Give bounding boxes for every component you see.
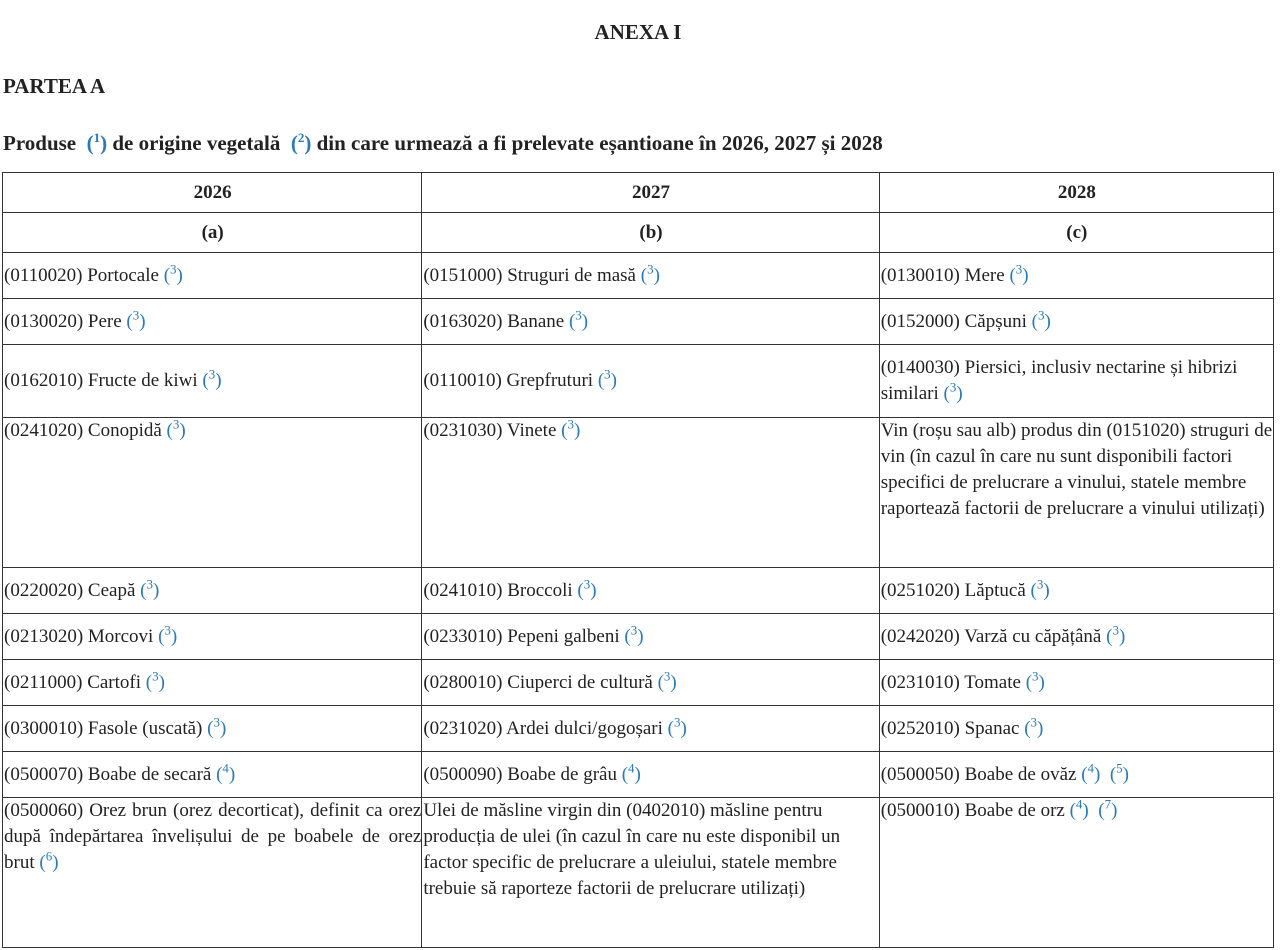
cell-text: (0231010) Tomate (880, 671, 1021, 693)
table-row (3, 253, 1274, 299)
footnote-link[interactable]: ($^3$) (1009, 261, 1029, 286)
table-cell (3, 253, 422, 299)
cell-text: (0163020) Banane (423, 310, 565, 332)
table-row (3, 614, 1274, 660)
table-cell (422, 660, 879, 706)
table-cell (879, 299, 1273, 345)
products-heading-part1: Produse (3, 131, 77, 155)
table-cell (422, 345, 879, 418)
table-row (3, 568, 1274, 614)
footnote-link[interactable]: ($^3$) (568, 307, 589, 332)
footnote-link[interactable]: ($^3$) (561, 416, 581, 441)
cell-text: Vin (roșu sau alb) produs din (0151020) struguri de vin (în cazul în care nu sunt disponibili factori specifici de prelucrare a vinului, statele membre raportează factorii de prelucrare a vinului utilizați) (880, 420, 1273, 519)
table-cell (3, 614, 422, 660)
footnote-link[interactable]: ($^3$) (126, 307, 146, 332)
footnote-link[interactable]: ($^3$) (166, 416, 186, 441)
table-row (3, 798, 1274, 948)
cell-text: (0241020) Conopidă (4, 420, 162, 441)
table-cell (422, 752, 879, 798)
footnote-link[interactable]: ($^3$) (1031, 307, 1051, 332)
table-cell (879, 752, 1273, 798)
table-cell (879, 660, 1273, 706)
table-cell (879, 614, 1273, 660)
cell-text: (0130020) Pere (4, 310, 122, 332)
column-header: 2027 (422, 173, 879, 213)
column-subheader: (b) (422, 213, 879, 253)
cell-text: (0251020) Lăptucă (880, 579, 1026, 601)
table-cell (422, 798, 879, 948)
table-row (3, 706, 1274, 752)
table-cell (3, 299, 422, 345)
footnote-link[interactable]: ($^2$) (290, 130, 312, 155)
footnote-link[interactable]: ($^3$) (657, 668, 677, 693)
products-heading-part3: din care urmează a fi prelevate eșantioane în 2026, 2027 și 2028 (316, 131, 883, 155)
cell-text: (0152000) Căpșuni (880, 310, 1027, 332)
table-row (3, 299, 1274, 345)
part-title: PARTEA A (3, 74, 106, 98)
footnote-link[interactable]: ($^3$) (140, 576, 160, 601)
footnote-link[interactable]: ($^4$) (621, 760, 641, 785)
table-cell (879, 418, 1273, 568)
table-cell (879, 568, 1273, 614)
footnote-link[interactable]: ($^3$) (1025, 668, 1045, 693)
footnote-link[interactable]: ($^4$) (216, 760, 236, 785)
footnote-link[interactable]: ($^3$) (158, 622, 178, 647)
table-cell (3, 798, 422, 948)
products-heading-part2: de origine vegetală (112, 131, 281, 155)
cell-text: (0220020) Ceapă (4, 579, 136, 601)
footnote-link[interactable]: ($^3$) (577, 576, 597, 601)
table-row (3, 345, 1274, 418)
table-cell (879, 253, 1273, 299)
footnote-link[interactable]: ($^4$) (1081, 760, 1101, 785)
footnote-link[interactable]: ($^4$) (1069, 796, 1089, 821)
table-cell (3, 345, 422, 418)
table-cell (422, 706, 879, 752)
cell-text: Ulei de măsline virgin din (0402010) măsline pentru producția de ulei (în cazul în care nu este disponibil un factor specific de prelucrare a uleiului, statele membre trebuie să raporteze factorii de prelucrare utilizați) (423, 800, 841, 899)
cell-text: (0300010) Fasole (uscată) (4, 717, 203, 739)
footnote-link[interactable]: ($^3$) (1024, 714, 1044, 739)
cell-text: (0162010) Fructe de kiwi (4, 370, 198, 391)
footnote-link[interactable]: ($^3$) (943, 379, 963, 404)
column-subheader: (a) (3, 213, 422, 253)
cell-text: (0233010) Pepeni galbeni (423, 625, 620, 647)
table-row (3, 418, 1274, 568)
table-cell (879, 706, 1273, 752)
cell-text: (0110020) Portocale (4, 264, 159, 286)
footnote-link[interactable]: ($^1$) (86, 130, 108, 155)
cell-text: (0500050) Boabe de ovăz (880, 763, 1077, 785)
footnote-link[interactable]: ($^7$) (1098, 796, 1118, 821)
column-subheader: (c) (879, 213, 1273, 253)
footnote-link[interactable]: ($^5$) (1109, 760, 1129, 785)
table-cell (422, 614, 879, 660)
table-row (3, 660, 1274, 706)
table-header-row (3, 173, 1274, 213)
footnote-link[interactable]: ($^3$) (202, 366, 222, 391)
cell-text: (0231030) Vinete (423, 420, 557, 441)
table-cell (3, 752, 422, 798)
table-cell (3, 568, 422, 614)
footnote-link[interactable]: ($^3$) (207, 714, 227, 739)
table-cell (3, 660, 422, 706)
footnote-link[interactable]: ($^3$) (163, 261, 183, 286)
table-cell (422, 299, 879, 345)
cell-text: (0211000) Cartofi (4, 671, 142, 693)
footnote-link[interactable]: ($^3$) (1106, 622, 1126, 647)
annex-title: ANEXA I (594, 20, 682, 44)
cell-text: (0500010) Boabe de orz (880, 800, 1065, 821)
footnote-link[interactable]: ($^3$) (597, 366, 617, 391)
footnote-link[interactable]: ($^3$) (145, 668, 165, 693)
products-heading (3, 131, 883, 156)
cell-text: (0231020) Ardei dulci/gogoșari (423, 717, 663, 739)
cell-text: (0500060) Orez brun (orez decorticat), definit ca orez după îndepărtarea învelișului de pe boabele de orez brut (4, 800, 422, 873)
cell-text: (0130010) Mere (880, 264, 1005, 286)
column-header: 2026 (3, 173, 422, 213)
cell-text: (0151000) Struguri de masă (423, 264, 636, 286)
table-cell (3, 418, 422, 568)
cell-text: (0110010) Grepfruturi (423, 370, 594, 391)
table-row (3, 752, 1274, 798)
table-cell (422, 568, 879, 614)
cell-text: (0242020) Varză cu căpățână (880, 625, 1102, 647)
table-cell (879, 798, 1273, 948)
table-cell (879, 345, 1273, 418)
cell-text: (0500090) Boabe de grâu (423, 763, 617, 785)
table-cell (422, 418, 879, 568)
table-cell (422, 253, 879, 299)
footnote-link[interactable]: ($^3$) (640, 261, 660, 286)
footnote-link[interactable]: ($^3$) (624, 622, 644, 647)
cell-text: (0280010) Ciuperci de cultură (423, 671, 653, 693)
table-body (3, 253, 1274, 948)
cell-text: (0213020) Morcovi (4, 625, 154, 647)
cell-text: (0252010) Spanac (880, 717, 1020, 739)
cell-text: (0140030) Piersici, inclusiv nectarine și hibrizi similari (880, 357, 1238, 404)
sampling-table (2, 172, 1274, 948)
column-header: 2028 (879, 173, 1273, 213)
cell-text: (0241010) Broccoli (423, 579, 573, 601)
table-cell (3, 706, 422, 752)
cell-text: (0500070) Boabe de secară (4, 763, 212, 785)
table-subheader-row (3, 213, 1274, 253)
footnote-link[interactable]: ($^6$) (39, 848, 59, 873)
footnote-link[interactable]: ($^3$) (1030, 576, 1050, 601)
footnote-link[interactable]: ($^3$) (667, 714, 687, 739)
